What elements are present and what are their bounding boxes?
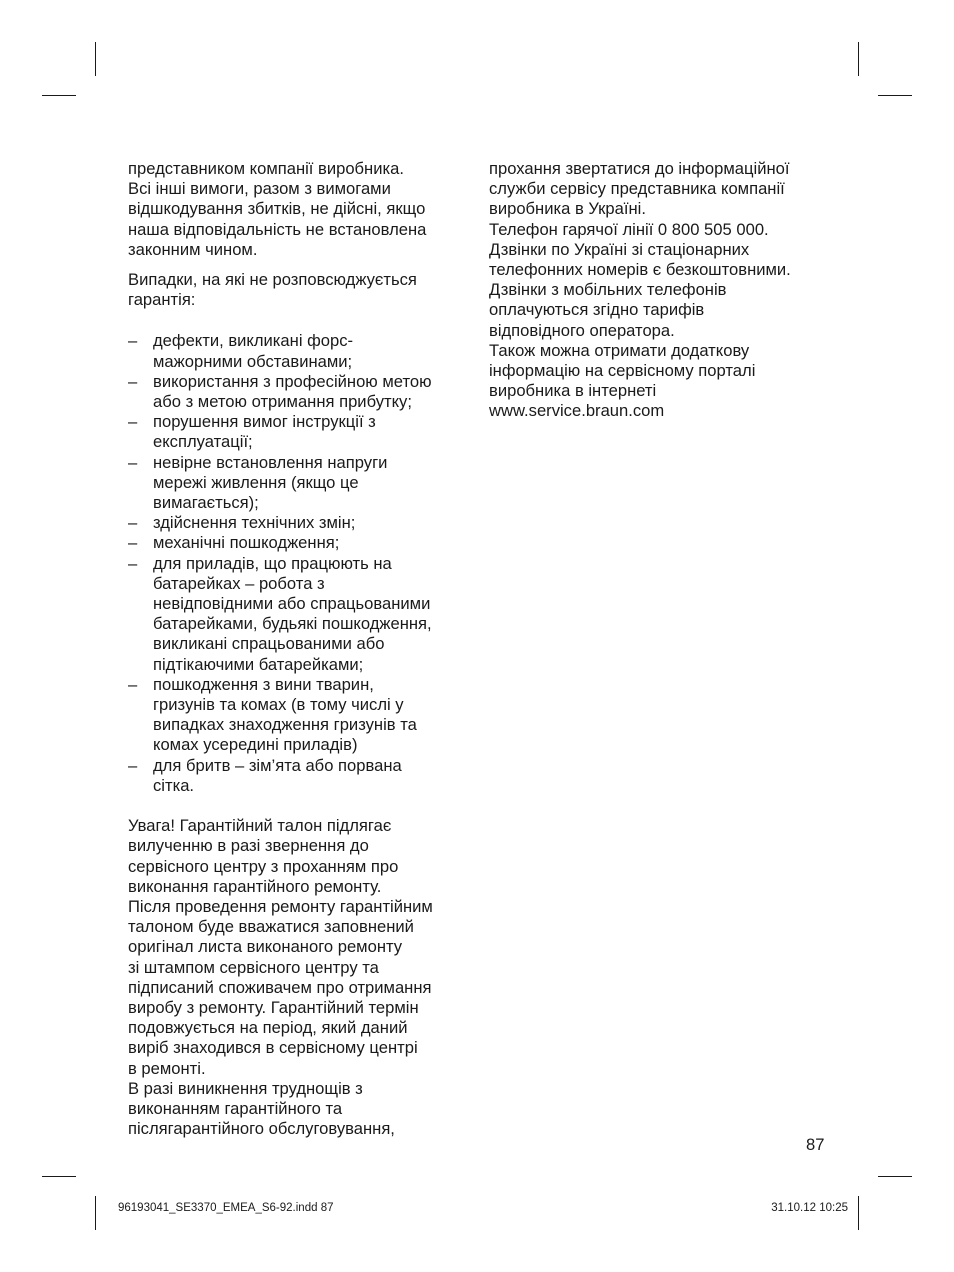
list-item: – пошкодження з вини тварин, гризунів та комах (в тому числі у випадках знаходження гризунів та комах усередині приладів) <box>128 674 417 755</box>
footer-timestamp: 31.10.12 10:25 <box>771 1202 848 1214</box>
dash-bullet: – <box>128 412 138 432</box>
list-item: – для приладів, що працюють на батарейках – робота з невідповідними або спрацьованими батарейками, будьякі пошкодження, викликані спрацьованими або підтікаючими батарейками; <box>128 553 432 674</box>
hotline-text: Телефон гарячої лінії 0 800 505 000. <box>489 219 769 239</box>
dash-bullet: – <box>128 553 138 573</box>
crop-mark-bottom-right-horizontal <box>878 1176 912 1177</box>
crop-mark-top-left-horizontal <box>42 95 76 96</box>
list-item: – використання з професійною метою або з метою отримання прибутку; <box>128 371 432 412</box>
list-item: – порушення вимог інструкції з експлуатації; <box>128 412 376 452</box>
crop-mark-top-right-vertical <box>858 42 859 76</box>
dash-bullet: – <box>128 755 138 775</box>
dash-bullet: – <box>128 674 138 694</box>
list-item: – для бритв – зім’ята або порвана сітка. <box>128 755 402 795</box>
crop-mark-top-left-vertical <box>95 42 96 76</box>
crop-mark-bottom-left-vertical <box>95 1196 96 1230</box>
page-number: 87 <box>806 1135 825 1154</box>
list-item: – дефекти, викликані форс- мажорними обставинами; <box>128 331 354 371</box>
dash-bullet: – <box>128 513 138 533</box>
dash-bullet: – <box>128 452 138 472</box>
service-info-paragraph: прохання звертатися до інформаційної служби сервісу представника компанії виробника в Україні. Телефон гарячої лінії 0 800 505 000. Дзвінки по Україні зі стаціонарних телефонних номерів є безкоштовними. Дзвінки з мобільних телефонів оплачуються згідно тарифів відповідного оператора. Також можна отримати додаткову інформацію на сервісному порталі виробника в інтернеті www.service.braun.com <box>489 159 834 422</box>
list-item: – невірне встановлення напруги мережі живлення (якщо це вимагається); <box>128 452 388 513</box>
exclusions-list <box>128 331 473 796</box>
service-website-text: www.service.braun.com <box>489 401 665 421</box>
right-column <box>489 159 834 422</box>
list-item: – здійснення технічних змін; <box>128 513 356 533</box>
warranty-notice: Увага! Гарантійний талон підлягає вилученню в разі звернення до сервісного центру з проханням про виконання гарантійного ремонту. Після проведення ремонту гарантійним талоном буде вважатися заповнений оригінал листа виконаного ремонту зі штампом сервісного центру та підписаний споживачем про отримання виробу з ремонту. Гарантійний термін подовжується на період, який даний виріб знаходився в сервісному центрі в ремонті. В разі виникнення труднощів з виконанням гарантійного та післягарантійного обслуговування, <box>128 816 433 1139</box>
left-column <box>128 159 473 1139</box>
list-item: – механічні пошкодження; <box>128 533 340 553</box>
dash-bullet: – <box>128 533 138 553</box>
dash-bullet: – <box>128 371 138 391</box>
dash-bullet: – <box>128 331 138 351</box>
intro-paragraph: представником компанії виробника. Всі інші вимоги, разом з вимогами відшкодування збитків, не дійсні, якщо наша відповідальність не встановлена законним чином. <box>128 159 427 259</box>
crop-mark-top-right-horizontal <box>878 95 912 96</box>
crop-mark-bottom-right-vertical <box>858 1196 859 1230</box>
crop-mark-bottom-left-horizontal <box>42 1176 76 1177</box>
cases-heading: Випадки, на які не розповсюджується гарантія: <box>128 270 417 310</box>
footer-file-info: 96193041_SE3370_EMEA_S6-92.indd 87 <box>118 1202 334 1214</box>
